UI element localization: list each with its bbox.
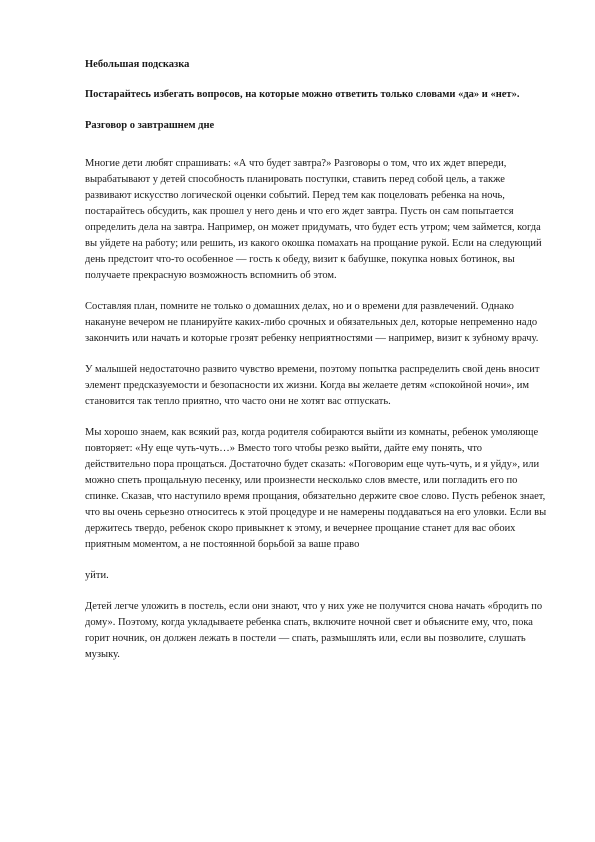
paragraph-1: Многие дети любят спрашивать: «А что будет завтра?» Разговоры о том, что их ждет впереди, вырабатывают у детей способность планировать поступки, ставить перед собой цель, а также развивают искусство логической оценки событий. Перед тем как поцеловать ребенка на ночь, постарайтесь обсудить, как прошел у него день и что его ждет завтра. Пусть он сам попытается определить дела на завтра. Например, он может придумать, что будет есть утром; чем займется, когда вы уйдете на работу; или решить, из какого окошка помахать на прощание рукой. Если на следующий день предстоит что-то особенное — гость к обеду, визит к бабушке, покупка новых ботинок, вы получаете прекрасную возможность вспомнить об этом. — [85, 158, 542, 281]
document-page — [85, 58, 547, 663]
paragraph-4: Мы хорошо знаем, как всякий раз, когда родителя собираются выйти из комнаты, ребенок умоляюще повторяет: «Ну еще чуть-чуть…» Вместо того чтобы резко выйти, дайте ему понять, что действительно пора прощаться. Достаточно будет сказать: «Поговорим еще чуть-чуть, и я уйду», или можно спеть прощальную песенку, или произнести несколько слов вместе, или погладить его по спинке. Сказав, что наступило время прощания, обязательно держите свое слово. Пусть ребенок знает, что вы очень серьезно относитесь к этой процедуре и не намерены поддаваться на его уловки. Если вы держитесь твердо, ребенок скоро привыкнет к этому, и вечернее прощание станет для вас обоих приятным моментом, а не постоянной борьбой за ваше право — [85, 427, 547, 550]
paragraph-2: Составляя план, помните не только о домашних делах, но и о времени для развлечений. Однако накануне вечером не планируйте каких-либо срочных и обязательных дел, которые непременно надо закончить или начать и которые грозят ребенку неприятностями — например, визит к зубному врачу. — [85, 301, 539, 344]
paragraph-3: У малышей недостаточно развито чувство времени, поэтому попытка распределить свой день вносит элемент предсказуемости и безопасности их жизни. Когда вы желаете детям «спокойной ночи», им становится так тепло приятно, что часто они не хотят вас отпускать. — [85, 364, 540, 407]
tip-text: Постарайтесь избегать вопросов, на которые можно ответить только словами «да» и «нет». — [85, 89, 520, 100]
paragraph-5: уйти. — [85, 570, 109, 581]
section-subheading: Разговор о завтрашнем дне — [85, 120, 215, 131]
paragraph-6: Детей легче уложить в постель, если они знают, что у них уже не получится снова начать «бродить по дому». Поэтому, когда укладываете ребенка спать, включите ночной свет и объясните ему, что, пока горит ночник, он должен лежать в постели — спать, размышлять или, если вы позволите, слушать музыку. — [85, 601, 543, 660]
document-heading: Небольшая подсказка — [85, 59, 190, 70]
